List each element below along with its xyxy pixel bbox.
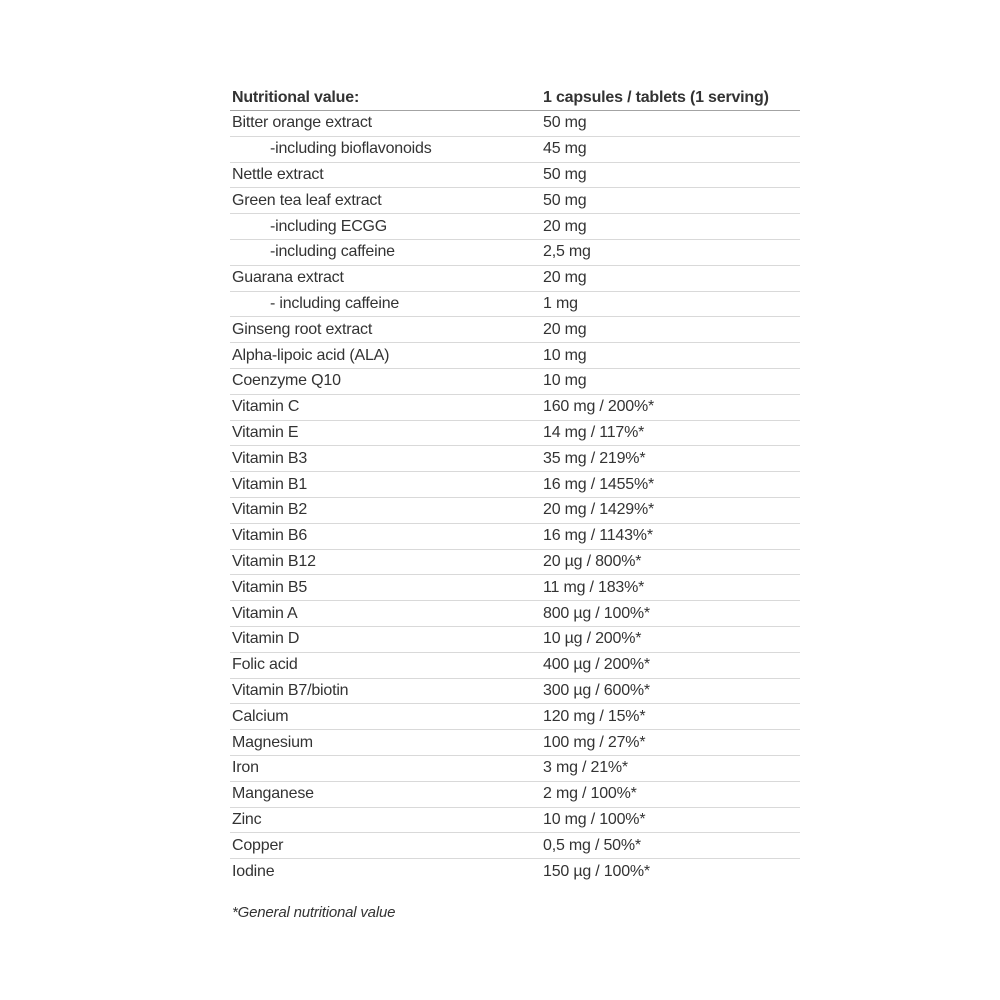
- ingredient-name: Vitamin A: [232, 604, 298, 622]
- ingredient-name: Guarana extract: [232, 269, 344, 287]
- ingredient-name: Vitamin C: [232, 398, 300, 416]
- ingredient-name: Vitamin B5: [232, 578, 308, 596]
- table-row: [230, 730, 800, 756]
- ingredient-name: Iodine: [232, 863, 275, 880]
- table-row: [230, 756, 800, 782]
- ingredient-name: Iron: [232, 759, 259, 777]
- ingredient-amount: 100 mg / 27%*: [543, 733, 646, 751]
- table-row: [230, 679, 800, 705]
- ingredient-amount: 11 mg / 183%*: [543, 578, 645, 596]
- ingredient-amount: 45 mg: [543, 140, 587, 158]
- table-row: [230, 472, 800, 498]
- ingredient-amount: 16 mg / 1143%*: [543, 527, 653, 545]
- ingredient-amount: 20 µg / 800%*: [543, 552, 642, 570]
- ingredient-amount: 1 mg: [543, 294, 578, 312]
- table-row: [230, 240, 800, 266]
- table-row: [230, 369, 800, 395]
- table-row: [230, 421, 800, 447]
- table-row: [230, 653, 800, 679]
- table-row: [230, 292, 800, 318]
- ingredient-name: - including caffeine: [270, 294, 400, 312]
- ingredient-amount: 10 mg / 100%*: [543, 810, 646, 828]
- ingredient-name: Magnesium: [232, 733, 313, 751]
- table-row: [230, 111, 800, 137]
- ingredient-amount: 400 µg / 200%*: [543, 656, 650, 674]
- table-header-row: [230, 85, 800, 111]
- ingredient-amount: 20 mg: [543, 320, 587, 338]
- ingredient-amount: 10 µg / 200%*: [543, 630, 642, 648]
- table-row: [230, 575, 800, 601]
- ingredient-name: -including ECGG: [270, 217, 388, 235]
- ingredient-amount: 3 mg / 21%*: [543, 759, 628, 777]
- table-row: [230, 163, 800, 189]
- nutrition-table: [230, 85, 800, 885]
- header-serving-size: 1 capsules / tablets (1 serving): [543, 88, 769, 106]
- table-row: [230, 808, 800, 834]
- ingredient-name: Vitamin B3: [232, 449, 308, 467]
- table-row: [230, 704, 800, 730]
- ingredient-amount: 10 mg: [543, 372, 587, 390]
- ingredient-name: Bitter orange extract: [232, 114, 372, 132]
- table-row: [230, 266, 800, 292]
- table-row: [230, 498, 800, 524]
- table-row: [230, 188, 800, 214]
- table-row: [230, 343, 800, 369]
- ingredient-name: Vitamin E: [232, 423, 299, 441]
- ingredient-amount: 16 mg / 1455%*: [543, 475, 655, 493]
- ingredient-name: Vitamin B2: [232, 501, 308, 519]
- table-row: [230, 317, 800, 343]
- ingredient-amount: 20 mg / 1429%*: [543, 501, 655, 519]
- table-row: [230, 859, 800, 885]
- ingredient-amount: 120 mg / 15%*: [543, 707, 646, 725]
- ingredient-amount: 0,5 mg / 50%*: [543, 836, 641, 854]
- ingredient-name: Nettle extract: [232, 165, 324, 183]
- ingredient-name: Green tea leaf extract: [232, 191, 382, 209]
- table-row: [230, 782, 800, 808]
- ingredient-amount: 35 mg / 219%*: [543, 449, 646, 467]
- header-nutritional-value: Nutritional value:: [232, 88, 360, 106]
- table-row: [230, 446, 800, 472]
- ingredient-amount: 2,5 mg: [543, 243, 591, 261]
- ingredient-name: -including bioflavonoids: [270, 140, 432, 158]
- ingredient-amount: 150 µg / 100%*: [543, 863, 650, 880]
- ingredient-amount: 2 mg / 100%*: [543, 785, 637, 803]
- ingredient-amount: 50 mg: [543, 165, 587, 183]
- table-row: [230, 214, 800, 240]
- ingredient-amount: 160 mg / 200%*: [543, 398, 655, 416]
- ingredient-name: Vitamin B1: [232, 475, 308, 493]
- ingredient-name: -including caffeine: [270, 243, 395, 261]
- ingredient-name: Vitamin B6: [232, 527, 308, 545]
- ingredient-amount: 10 mg: [543, 346, 587, 364]
- table-row: [230, 137, 800, 163]
- table-body: [230, 111, 800, 885]
- table-row: [230, 524, 800, 550]
- ingredient-amount: 14 mg / 117%*: [543, 423, 645, 441]
- ingredient-amount: 300 µg / 600%*: [543, 681, 650, 699]
- ingredient-name: Folic acid: [232, 656, 298, 674]
- ingredient-name: Copper: [232, 836, 284, 854]
- ingredient-name: Zinc: [232, 810, 262, 828]
- ingredient-name: Vitamin D: [232, 630, 300, 648]
- ingredient-amount: 20 mg: [543, 269, 587, 287]
- table-row: [230, 550, 800, 576]
- ingredient-amount: 800 µg / 100%*: [543, 604, 650, 622]
- table-row: [230, 601, 800, 627]
- table-row: [230, 395, 800, 421]
- ingredient-name: Vitamin B7/biotin: [232, 681, 349, 699]
- table-row: [230, 627, 800, 653]
- general-nutritional-value-footnote: *General nutritional value: [232, 904, 396, 921]
- table-row: [230, 833, 800, 859]
- ingredient-amount: 20 mg: [543, 217, 587, 235]
- ingredient-name: Alpha-lipoic acid (ALA): [232, 346, 390, 364]
- ingredient-amount: 50 mg: [543, 114, 587, 132]
- ingredient-name: Coenzyme Q10: [232, 372, 341, 390]
- ingredient-amount: 50 mg: [543, 191, 587, 209]
- ingredient-name: Vitamin B12: [232, 552, 316, 570]
- ingredient-name: Calcium: [232, 707, 289, 725]
- ingredient-name: Manganese: [232, 785, 314, 803]
- ingredient-name: Ginseng root extract: [232, 320, 373, 338]
